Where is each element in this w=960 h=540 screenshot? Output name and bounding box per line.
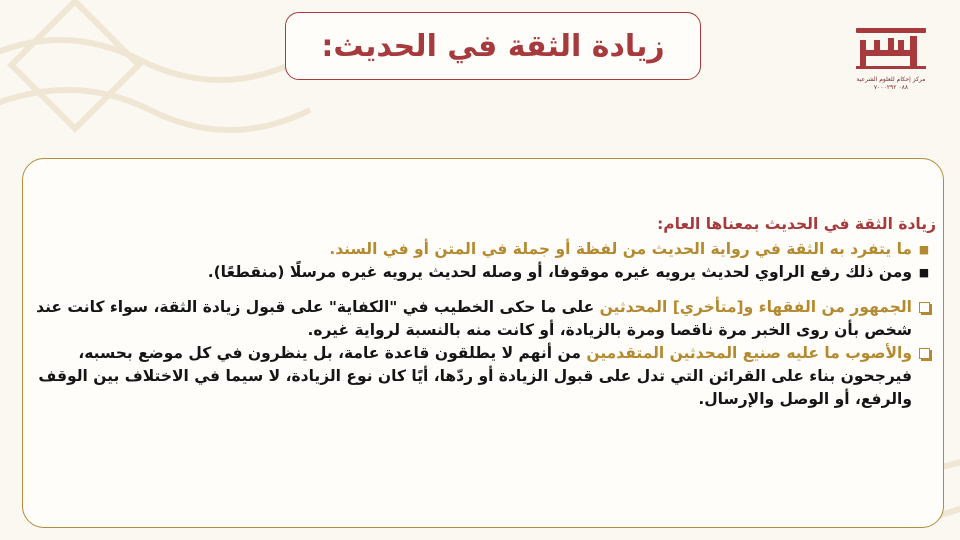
list-item	[32, 261, 936, 284]
title-box	[285, 12, 701, 80]
checkbox-bullet-icon	[912, 342, 936, 359]
logo	[848, 26, 938, 96]
content-heading: زيادة الثقة في الحديث بمعناها العام:	[657, 215, 936, 233]
page-title: زيادة الثقة في الحديث:	[321, 28, 665, 64]
point-text	[32, 342, 912, 411]
logo-mark-icon	[852, 26, 930, 74]
logo-phone: ٠٨٨ ٧٠٠٠٢٩٢	[873, 84, 909, 91]
square-bullet-icon: ■	[918, 243, 930, 256]
point-highlight: الجمهور من الفقهاء و[متأخري] المحدثين	[599, 298, 912, 316]
content	[32, 213, 936, 411]
bullet-text: ومن ذلك رفع الراوي لحديث يرويه غيره موقوفا، أو وصله لحديث يرويه غيره مرسلًا (منقطعًا).	[207, 263, 912, 281]
point-body: على ما حكى الخطيب في "الكفاية" على قبول زيادة الثقة، سواء كانت عند شخص بأن روى الخبر مرة ناقصا ومرة بالزيادة، أو كانت منه بالنسبة لرواية غيره.	[36, 298, 912, 339]
list-item	[32, 296, 936, 342]
point-body: من أنهم لا يطلقون قاعدة عامة، بل ينظرون في كل موضع بحسبه، فيرجحون بناء على القرائن التي تدل على قبول الزيادة أو ردّها، أيًا كان نوع الزيادة، لا سيما في الاختلاف بين الوقف والرفع، أو الوصل والإرسال.	[38, 344, 912, 408]
logo-caption-text: مركز إحكام للعلوم الشرعية	[856, 76, 926, 83]
logo-caption	[848, 76, 934, 92]
list-item	[32, 342, 936, 411]
square-bullet-icon: ■	[918, 266, 930, 279]
list-item	[32, 238, 936, 261]
bullet-text: ما يتفرد به الثقة في رواية الحديث من لفظة أو جملة في المتن أو في السند.	[329, 240, 912, 258]
checkbox-bullet-icon	[912, 296, 936, 313]
point-highlight: والأصوب ما عليه صنيع المحدثين المتقدمين	[586, 344, 912, 362]
point-text	[32, 296, 912, 342]
